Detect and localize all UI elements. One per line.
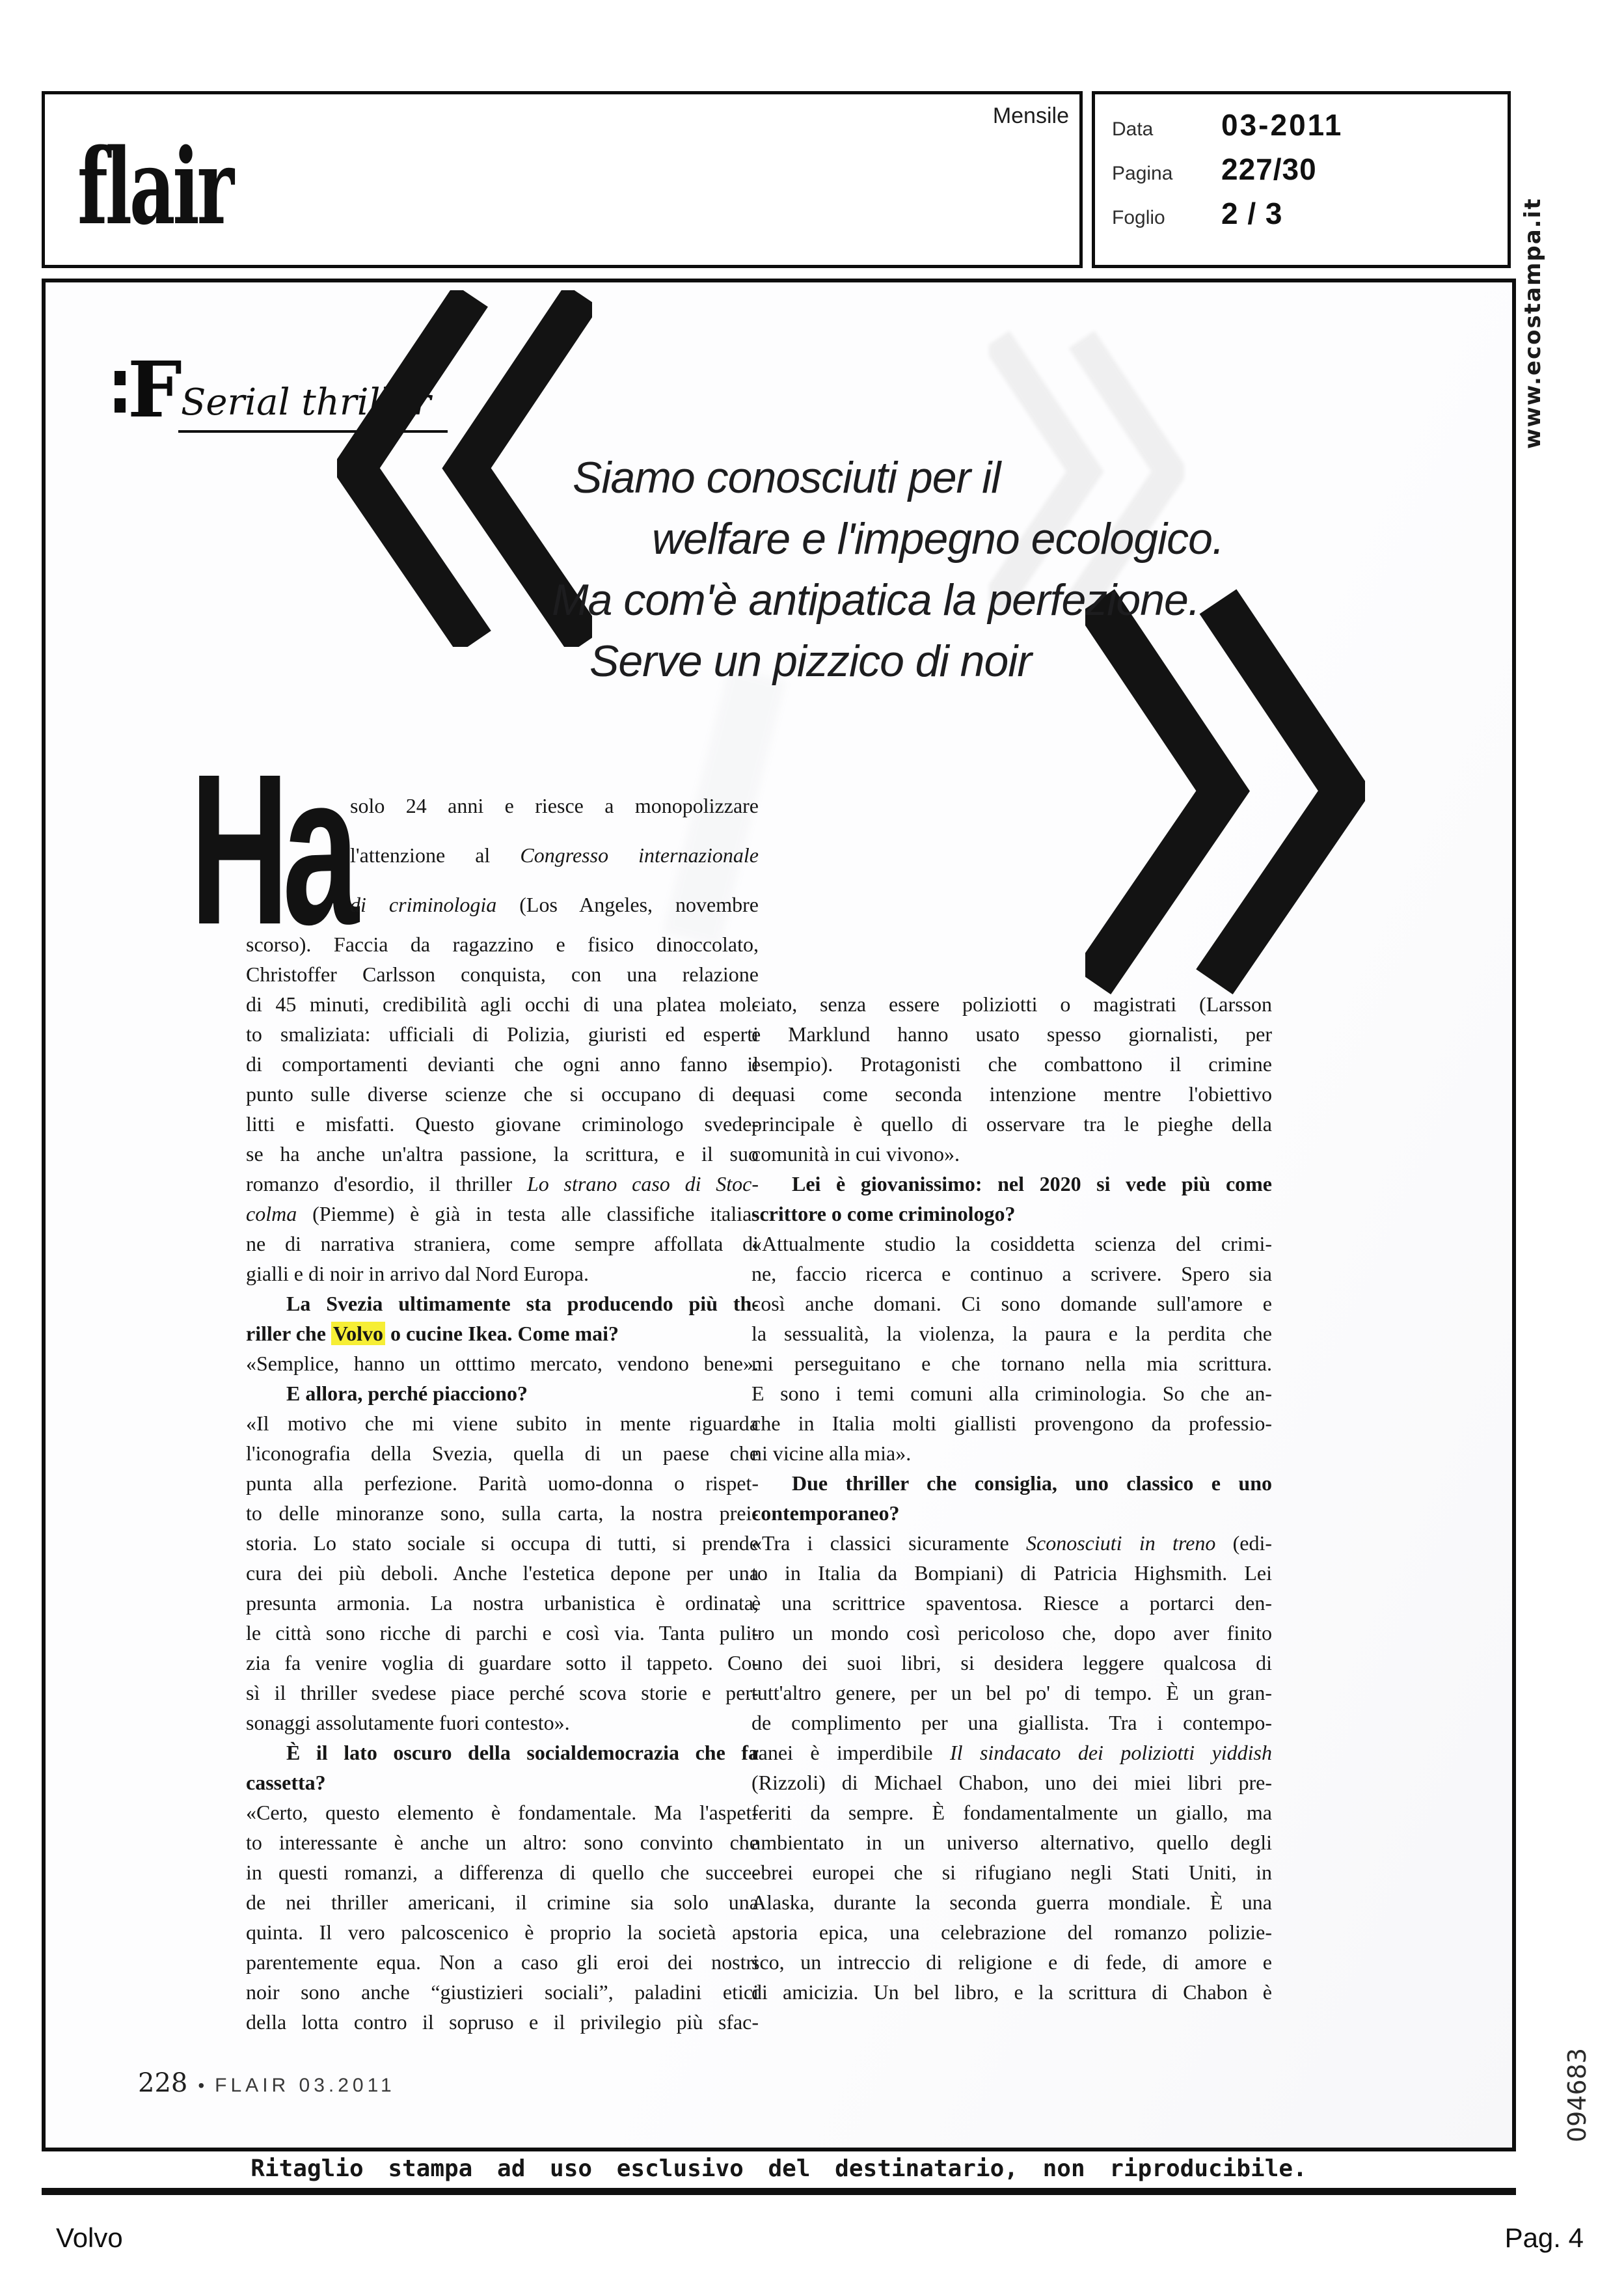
text-line: le città sono ricche di parchi e così via. Tanta puli-: [246, 1621, 759, 1644]
page-value: 227/30: [1221, 152, 1317, 186]
text-line: ciato, senza essere poliziotti o magistrati (Larsson: [751, 992, 1272, 1016]
text-line: Christoffer Carlsson conquista, con una relazione: [246, 962, 759, 986]
text-line: ambientato in un universo alternativo, quello degli: [751, 1831, 1272, 1854]
text-line: La Svezia ultimamente sta producendo più th-: [286, 1292, 759, 1315]
text-line: solo 24 anni e riesce a monopolizzare: [350, 794, 759, 817]
text-line: presunta armonia. La nostra urbanistica è ordinata,: [246, 1591, 759, 1615]
text-line: Due thriller che consiglia, uno classico e uno: [792, 1471, 1272, 1495]
text-line: quasi come seconda intenzione mentre l'obiettivo: [751, 1082, 1272, 1106]
text-line: ne, faccio ricerca e continuo a scrivere. Spero sia: [751, 1262, 1272, 1285]
text-line: Lei è giovanissimo: nel 2020 si vede più come: [792, 1172, 1272, 1195]
text-line: in questi romanzi, a differenza di quello che succe-: [246, 1861, 759, 1884]
text-line: «Certo, questo elemento è fondamentale. Ma l'aspet-: [246, 1801, 759, 1824]
text-line: tro un mondo così pericoloso che, dopo aver finito: [751, 1621, 1272, 1644]
text-line: di amicizia. Un bel libro, e la scrittura di Chabon è: [751, 1980, 1272, 2004]
drop-cap: Ha: [190, 729, 353, 969]
text-line: E sono i temi comuni alla criminologia. So che an-: [751, 1382, 1272, 1405]
text-line: di comportamenti devianti che ogni anno fanno il: [246, 1052, 759, 1076]
magazine-page-number: 228: [138, 2068, 188, 2098]
ecostampa-website-vertical: www.ecostampa.it: [1520, 197, 1546, 449]
text-line: colma (Piemme) è già in testa alle classifiche italia-: [246, 1202, 759, 1225]
text-line: romanzo d'esordio, il thriller Lo strano caso di Stoc-: [246, 1172, 759, 1195]
publication-logo: flair: [77, 126, 232, 248]
text-line: «Attualmente studio la cosiddetta scienza del crimi-: [751, 1232, 1272, 1255]
clipping-code-vertical: 094683: [1563, 2047, 1591, 2142]
text-line: di criminologia (Los Angeles, novembre: [350, 893, 759, 916]
text-line: scrittore o come criminologo?: [751, 1202, 1016, 1225]
text-line: gialli e di noir in arrivo dal Nord Europa.: [246, 1262, 589, 1285]
text-line: quinta. Il vero palcoscenico è proprio la società ap-: [246, 1920, 759, 1944]
text-line: l'iconografia della Svezia, quella di un paese che: [246, 1441, 759, 1465]
text-line: zia fa venire voglia di guardare sotto il tappeto. Co-: [246, 1651, 759, 1674]
text-line: «Tra i classici sicuramente Sconosciuti in treno (edi-: [751, 1531, 1272, 1555]
text-line: Alaska, durante la seconda guerra mondiale. È una: [751, 1890, 1272, 1914]
text-line: noir sono anche “giustizieri sociali”, paladini etici: [246, 1980, 759, 2004]
text-line: «Il motivo che mi viene subito in mente riguarda: [246, 1412, 759, 1435]
text-line: della lotta contro il sopruso e il privilegio più sfac-: [246, 2010, 759, 2034]
text-line: uno dei suoi libri, si desidera leggere qualcosa di: [751, 1651, 1272, 1674]
date-label: Data: [1112, 118, 1154, 140]
text-line: to interessante è anche un altro: sono convinto che: [246, 1831, 759, 1854]
text-line: contemporaneo?: [751, 1501, 900, 1525]
text-line: ni vicine alla mia».: [751, 1441, 912, 1465]
clipping-subject: Volvo: [56, 2222, 123, 2253]
text-line: storia epica, una celebrazione del romanzo polizie-: [751, 1920, 1272, 1944]
clipping-meta-box: [1092, 91, 1511, 268]
frequency-label: Mensile: [992, 103, 1069, 128]
text-line: to delle minoranze sono, sulla carta, la nostra prei-: [246, 1501, 759, 1525]
bullet-icon: •: [198, 2075, 205, 2095]
meta-row-page: [1112, 152, 1508, 187]
meta-row-date: [1112, 107, 1508, 143]
text-line: E allora, perché piacciono?: [286, 1382, 528, 1405]
text-line: la sessualità, la violenza, la paura e la perdita che: [751, 1322, 1272, 1345]
text-line: «Semplice, hanno un otttimo mercato, vendono bene».: [246, 1352, 759, 1375]
text-line: tutt'altro genere, per un bel po' di tempo. È un gran-: [751, 1681, 1272, 1704]
masthead-box: [42, 91, 1083, 268]
text-line: sì il thriller svedese piace perché scova storie e per-: [246, 1681, 759, 1704]
text-line: parentemente equa. Non a caso gli eroi dei nostri: [246, 1950, 759, 1974]
right-guillemet-icon: [1085, 586, 1365, 997]
body-column-left: [246, 781, 759, 2037]
pull-quote-line: welfare e l'impegno ecologico.: [652, 514, 1224, 564]
magazine-issue: FLAIR 03.2011: [215, 2075, 396, 2096]
text-line: storia. Lo stato sociale si occupa di tutti, si prende: [246, 1531, 759, 1555]
text-line: sco, un intreccio di religione e di fede, di amore e: [751, 1950, 1272, 1974]
text-line: di 45 minuti, credibilità agli occhi di una platea mol-: [246, 992, 759, 1016]
text-line: È il lato oscuro della socialdemocrazia che fa: [286, 1741, 759, 1764]
text-line: litti e misfatti. Questo giovane criminologo svede-: [246, 1112, 759, 1136]
text-line: è una scrittrice spaventosa. Riesce a portarci den-: [751, 1591, 1272, 1615]
text-line: ebrei europei che si rifugiano negli Stati Uniti, in: [751, 1861, 1272, 1884]
date-value: 03-2011: [1221, 108, 1344, 142]
text-line: ranei è imperdibile Il sindacato dei poliziotti yiddish: [751, 1741, 1273, 1764]
clipping-page-ref: Pag. 4: [1504, 2222, 1584, 2253]
text-line: riller che Volvo o cucine Ikea. Come mai?: [246, 1322, 619, 1345]
text-line: mi perseguitano e che tornano nella mia scrittura.: [751, 1352, 1272, 1375]
section-title: Serial thriller: [178, 381, 448, 433]
text-line: e Marklund hanno usato spesso giornalisti, per: [751, 1022, 1272, 1046]
text-line: punto sulle diverse scienze che si occupano di de-: [246, 1082, 759, 1106]
pull-quote-line: Serve un pizzico di noir: [589, 636, 1032, 686]
bleedthrough-ghost-guillemet: [989, 325, 1184, 618]
text-line: che in Italia molti giallisti provengono da professio-: [751, 1412, 1272, 1435]
magazine-page-footer: [138, 2068, 396, 2098]
text-line: ne di narrativa straniera, come sempre affollata di: [246, 1232, 759, 1255]
pull-quote-line: Siamo conosciuti per il: [573, 453, 1001, 502]
text-line: scorso). Faccia da ragazzino e fisico dinoccolato,: [246, 933, 759, 956]
text-line: l'attenzione al Congresso internazionale: [350, 843, 759, 867]
text-line: sonaggi assolutamente fuori contesto».: [246, 1711, 570, 1734]
text-line: to smaliziata: ufficiali di Polizia, giuristi ed esperti: [246, 1022, 759, 1046]
bottom-rule: [42, 2188, 1516, 2195]
text-line: punta alla perfezione. Parità uomo-donna o rispet-: [246, 1471, 759, 1495]
text-line: to in Italia da Bompiani) di Patricia Highsmith. Lei: [751, 1561, 1272, 1585]
text-line: comunità in cui vivono».: [751, 1142, 960, 1166]
body-column-right: [751, 989, 1272, 2007]
text-line: se ha anche un'altra passione, la scrittura, e il suo: [246, 1142, 759, 1166]
sheet-value: 2 / 3: [1221, 197, 1283, 230]
text-line: esempio). Protagonisti che combattono il crimine: [751, 1052, 1272, 1076]
pull-quote-line: Ma com'è antipatica la perfezione.: [552, 575, 1200, 625]
page-label: Pagina: [1112, 163, 1173, 184]
meta-row-sheet: [1112, 196, 1508, 231]
text-line: così anche domani. Ci sono domande sull'amore e: [751, 1292, 1272, 1315]
text-line: de nei thriller americani, il crimine sia solo una: [246, 1890, 759, 1914]
flair-f-icon: F: [115, 357, 169, 439]
text-line: cura dei più deboli. Anche l'estetica depone per una: [246, 1561, 759, 1585]
text-line: cassetta?: [246, 1771, 326, 1794]
sheet-label: Foglio: [1112, 207, 1165, 228]
text-line: de complimento per una giallista. Tra i contempo-: [751, 1711, 1272, 1734]
text-line: feriti da sempre. È fondamentalmente un giallo, ma: [751, 1801, 1272, 1824]
text-line: (Rizzoli) di Michael Chabon, uno dei miei libri pre-: [751, 1771, 1272, 1794]
clipping-disclaimer: Ritaglio stampa ad uso esclusivo del destinatario, non riproducibile.: [250, 2155, 1307, 2182]
text-line: principale è quello di osservare tra le pieghe della: [751, 1112, 1272, 1136]
